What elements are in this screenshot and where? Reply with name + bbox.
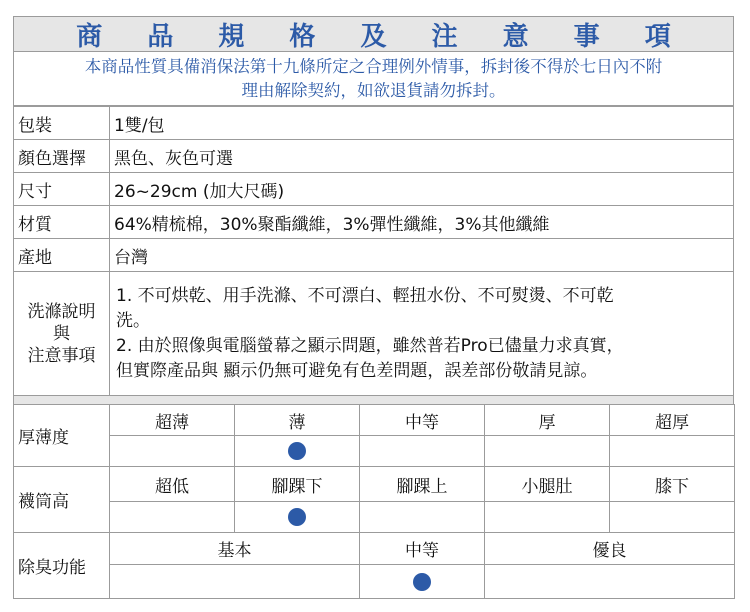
height-label: 襪筒高	[14, 467, 110, 533]
page-title: 商 品 規 格 及 注 意 事 項	[13, 16, 734, 52]
deodorant-option: 基本	[110, 533, 360, 565]
height-marker-cell	[610, 502, 735, 533]
thickness-marker-cell	[610, 436, 735, 467]
care-item-2-line-2: 但實際產品與 顯示仍無可避免有色差問題，誤差部份敬請見諒。	[116, 360, 598, 381]
care-item-1-line-2: 洗。	[116, 310, 150, 331]
spec-label: 包裝	[14, 107, 110, 140]
deodorant-option: 優良	[485, 533, 735, 565]
height-option: 腳踝下	[235, 467, 360, 502]
thickness-marker-cell	[485, 436, 610, 467]
thickness-marker-cell	[360, 436, 485, 467]
rating-grid	[13, 404, 735, 599]
care-instructions	[110, 272, 734, 396]
spec-row-material	[14, 206, 734, 239]
thickness-marker-cell	[235, 436, 360, 467]
thickness-label: 厚薄度	[14, 405, 110, 467]
height-marker-row	[14, 502, 735, 533]
selected-dot-icon	[288, 442, 306, 460]
spec-row-color	[14, 140, 734, 173]
spec-label: 產地	[14, 239, 110, 272]
deodorant-marker-cell	[110, 565, 360, 599]
deodorant-option: 中等	[360, 533, 485, 565]
care-label-line-3: 注意事項	[27, 345, 96, 366]
thickness-option: 中等	[360, 405, 485, 436]
spec-table	[13, 106, 734, 396]
height-option: 腳踝上	[360, 467, 485, 502]
spec-label: 尺寸	[14, 173, 110, 206]
height-marker-cell	[485, 502, 610, 533]
care-label-line-2: 與	[53, 323, 70, 344]
deodorant-label: 除臭功能	[14, 533, 110, 599]
height-option: 膝下	[610, 467, 735, 502]
selected-dot-icon	[288, 508, 306, 526]
height-marker-cell	[360, 502, 485, 533]
thickness-option: 超薄	[110, 405, 235, 436]
height-option: 小腿肚	[485, 467, 610, 502]
thickness-option: 厚	[485, 405, 610, 436]
care-label-line-1: 洗滌說明	[27, 301, 96, 322]
deodorant-marker-row	[14, 565, 735, 599]
deodorant-marker-cell	[485, 565, 735, 599]
spec-value: 1雙/包	[110, 107, 734, 140]
deodorant-options-row	[14, 533, 735, 565]
height-marker-cell	[235, 502, 360, 533]
care-item-2-line-1: 2. 由於照像與電腦螢幕之顯示問題，雖然普若Pro已儘量力求真實，	[116, 335, 624, 356]
notice-line-2: 理由解除契約，如欲退貨請勿拆封。	[241, 81, 506, 100]
section-divider	[13, 396, 734, 404]
spec-value: 26~29cm (加大尺碼)	[110, 173, 734, 206]
spec-label: 材質	[14, 206, 110, 239]
spec-value: 台灣	[110, 239, 734, 272]
notice-line-1: 本商品性質具備消保法第十九條所定之合理例外情事，拆封後不得於七日內不附	[84, 57, 663, 76]
height-options-row	[14, 467, 735, 502]
height-option: 超低	[110, 467, 235, 502]
thickness-marker-row	[14, 436, 735, 467]
care-item-1-line-1: 1. 不可烘乾、用手洗滌、不可漂白、輕扭水份、不可熨燙、不可乾	[116, 285, 614, 306]
care-row	[14, 272, 734, 396]
spec-value: 黑色、灰色可選	[110, 140, 734, 173]
deodorant-marker-cell	[360, 565, 485, 599]
spec-row-packaging	[14, 107, 734, 140]
thickness-option: 超厚	[610, 405, 735, 436]
care-label	[14, 272, 110, 396]
spec-label: 顏色選擇	[14, 140, 110, 173]
spec-sheet	[13, 16, 734, 599]
return-policy-notice	[13, 52, 734, 106]
spec-row-origin	[14, 239, 734, 272]
thickness-options-row	[14, 405, 735, 436]
selected-dot-icon	[413, 573, 431, 591]
thickness-option: 薄	[235, 405, 360, 436]
height-marker-cell	[110, 502, 235, 533]
spec-value: 64%精梳棉，30%聚酯纖維，3%彈性纖維，3%其他纖維	[110, 206, 734, 239]
spec-row-size	[14, 173, 734, 206]
thickness-marker-cell	[110, 436, 235, 467]
